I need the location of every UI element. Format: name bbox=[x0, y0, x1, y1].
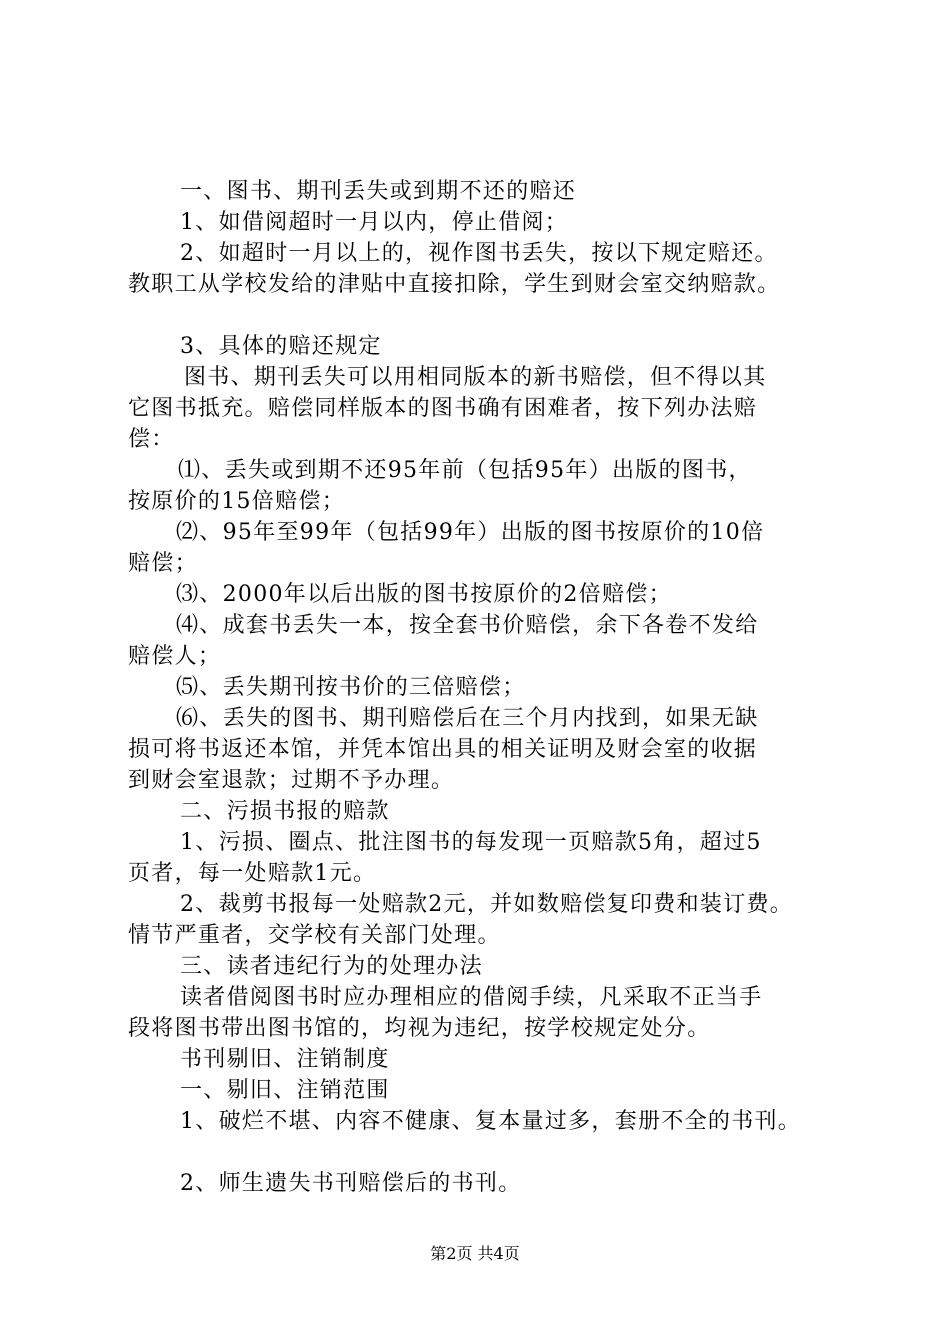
list-item: ⑷、成套书丢失一本，按全套书价赔偿，余下各卷不发给 bbox=[176, 613, 759, 638]
list-item-continuation: 到财会室退款；过期不予办理。 bbox=[128, 768, 455, 793]
paragraph-line: 它图书抵充。赔偿同样版本的图书确有困难者，按下列办法赔 bbox=[128, 396, 758, 421]
paragraph-line: 段将图书带出图书馆的，均视为违纪，按学校规定处分。 bbox=[128, 1016, 711, 1041]
section-heading-3: 三、读者违纪行为的处理办法 bbox=[180, 954, 483, 979]
section-heading-1: 一、图书、期刊丢失或到期不还的赔还 bbox=[180, 179, 577, 204]
list-item: ⑴、丢失或到期不还95年前（包括95年）出版的图书， bbox=[178, 458, 752, 483]
paragraph-line: 读者借阅图书时应办理相应的借阅手续，凡采取不正当手 bbox=[180, 985, 763, 1010]
paragraph-line: 1、污损、圈点、批注图书的每发现一页赔款5角，超过5 bbox=[180, 830, 762, 855]
paragraph-line: 教职工从学校发给的津贴中直接扣除，学生到财会室交纳赔款。 bbox=[128, 272, 781, 297]
list-item: ⑸、丢失期刊按书价的三倍赔偿； bbox=[176, 675, 526, 700]
section-heading-4: 一、剔旧、注销范围 bbox=[180, 1078, 390, 1103]
paragraph-line: 页者，每一处赔款1元。 bbox=[128, 861, 377, 886]
paragraph-line: 情节严重者，交学校有关部门处理。 bbox=[128, 923, 501, 948]
paragraph-line: 1、如借阅超时一月以内，停止借阅； bbox=[180, 210, 569, 235]
paragraph-line: 2、裁剪书报每一处赔款2元，并如数赔偿复印费和装订费。 bbox=[180, 892, 794, 917]
page-footer: 第2页 共4页 bbox=[430, 1244, 520, 1263]
list-item-continuation: 赔偿人； bbox=[128, 644, 222, 669]
subsection-heading: 3、具体的赔还规定 bbox=[180, 334, 382, 359]
paragraph-line: 2、师生遗失书刊赔偿后的书刊。 bbox=[180, 1171, 522, 1196]
section-heading-2: 二、污损书报的赔款 bbox=[180, 799, 390, 824]
paragraph-line: 偿： bbox=[128, 427, 175, 452]
document-title-heading: 书刊剔旧、注销制度 bbox=[180, 1047, 390, 1072]
list-item-continuation: 按原价的15倍赔偿； bbox=[128, 489, 345, 514]
paragraph-line: 2、如超时一月以上的，视作图书丢失，按以下规定赔还。 bbox=[180, 241, 778, 266]
list-item: ⑹、丢失的图书、期刊赔偿后在三个月内找到，如果无缺 bbox=[176, 706, 759, 731]
list-item: ⑶、2000年以后出版的图书按原价的2倍赔偿； bbox=[176, 582, 672, 607]
list-item: ⑵、95年至99年（包括99年）出版的图书按原价的10倍 bbox=[176, 520, 765, 545]
list-item-continuation: 损可将书返还本馆，并凭本馆出具的相关证明及财会室的收据 bbox=[128, 737, 758, 762]
paragraph-line: 图书、期刊丢失可以用相同版本的新书赔偿，但不得以其 bbox=[184, 365, 767, 390]
paragraph-line: 1、破烂不堪、内容不健康、复本量过多，套册不全的书刊。 bbox=[180, 1109, 802, 1134]
list-item-continuation: 赔偿； bbox=[128, 551, 198, 576]
